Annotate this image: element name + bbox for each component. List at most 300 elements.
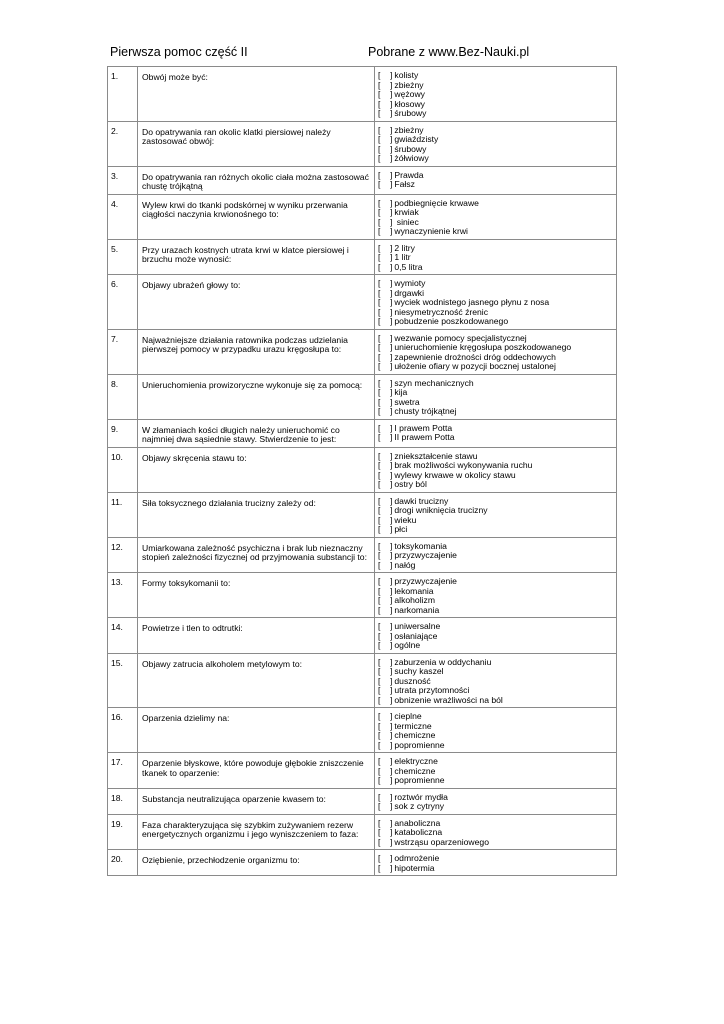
checkbox-open-bracket: [ bbox=[378, 621, 381, 631]
answer-option[interactable] bbox=[378, 244, 614, 254]
checkbox-open-bracket: [ bbox=[378, 134, 381, 144]
question-cell bbox=[138, 419, 375, 447]
checkbox-open-bracket: [ bbox=[378, 540, 381, 551]
checkbox-open-bracket: [ bbox=[378, 836, 381, 847]
checkbox-close-bracket: ] bbox=[390, 514, 393, 525]
question-cell bbox=[138, 708, 375, 753]
answer-option-label: hipotermia bbox=[394, 862, 435, 873]
answer-option[interactable] bbox=[378, 317, 614, 327]
checkbox-close-bracket: ] bbox=[390, 79, 393, 90]
question-row bbox=[108, 753, 617, 789]
answer-option-label: kolisty bbox=[394, 70, 419, 80]
checkbox-close-bracket: ] bbox=[390, 179, 393, 189]
question-number: 8. bbox=[108, 374, 138, 419]
checkbox-open-bracket: [ bbox=[378, 124, 381, 135]
answer-option-label: wezwanie pomocy specjalistycznej bbox=[394, 332, 527, 343]
question-text: Substancja neutralizująca oparzenie kwasem to: bbox=[142, 793, 326, 804]
checkbox-close-bracket: ] bbox=[390, 739, 393, 750]
checkbox-open-bracket: [ bbox=[378, 460, 381, 470]
answer-option[interactable] bbox=[378, 864, 614, 874]
source-label: Pobrane z www.Bez-Nauki.pl bbox=[368, 45, 530, 59]
checkbox-open-bracket: [ bbox=[378, 685, 381, 695]
answer-option-label: przyzwyczajenie bbox=[394, 550, 457, 560]
answer-option-label: suchy kaszel bbox=[394, 666, 444, 676]
checkbox-open-bracket: [ bbox=[378, 524, 381, 534]
checkbox-close-bracket: ] bbox=[390, 801, 393, 811]
checkbox-close-bracket: ] bbox=[390, 630, 393, 641]
checkbox-close-bracket: ] bbox=[390, 540, 393, 551]
question-row bbox=[108, 121, 617, 166]
question-row bbox=[108, 447, 617, 492]
checkbox-open-bracket: [ bbox=[378, 351, 381, 362]
checkbox-close-bracket: ] bbox=[390, 297, 393, 307]
answer-option[interactable] bbox=[378, 696, 614, 706]
checkbox-close-bracket: ] bbox=[390, 287, 393, 298]
answer-option-label: swetra bbox=[394, 396, 420, 407]
answer-option-label: I prawem Potta bbox=[394, 422, 453, 433]
answer-option-label: termiczne bbox=[394, 720, 432, 731]
checkbox-close-bracket: ] bbox=[390, 675, 393, 686]
checkbox-open-bracket: [ bbox=[378, 316, 381, 326]
question-row bbox=[108, 275, 617, 330]
answer-option-label: 1 litr bbox=[394, 252, 411, 262]
answer-option-label: gwiaździsty bbox=[394, 134, 439, 144]
checkbox-close-bracket: ] bbox=[390, 836, 393, 847]
checkbox-open-bracket: [ bbox=[378, 261, 381, 272]
question-row bbox=[108, 850, 617, 876]
checkbox-close-bracket: ] bbox=[390, 604, 393, 615]
question-cell bbox=[138, 67, 375, 122]
answer-option-label: duszność bbox=[394, 675, 431, 686]
options-cell bbox=[375, 194, 617, 239]
checkbox-close-bracket: ] bbox=[390, 351, 393, 362]
question-row bbox=[108, 329, 617, 374]
checkbox-close-bracket: ] bbox=[390, 550, 393, 560]
options-cell bbox=[375, 239, 617, 275]
question-text: Umiarkowana zależność psychiczna i brak lub nieznaczny stopień zależności fizycznej od przyjmowania substancji to: bbox=[142, 542, 367, 562]
question-number: 13. bbox=[108, 573, 138, 618]
checkbox-open-bracket: [ bbox=[378, 197, 381, 208]
checkbox-close-bracket: ] bbox=[390, 169, 393, 180]
question-text: Formy toksykomanii to: bbox=[142, 578, 231, 588]
checkbox-open-bracket: [ bbox=[378, 450, 381, 461]
question-row bbox=[108, 814, 617, 850]
checkbox-open-bracket: [ bbox=[378, 765, 381, 776]
checkbox-close-bracket: ] bbox=[390, 342, 393, 352]
checkbox-open-bracket: [ bbox=[378, 422, 381, 433]
question-cell bbox=[138, 447, 375, 492]
answer-option[interactable] bbox=[378, 838, 614, 848]
checkbox-open-bracket: [ bbox=[378, 495, 381, 506]
question-cell bbox=[138, 850, 375, 876]
checkbox-open-bracket: [ bbox=[378, 730, 381, 740]
question-number: 17. bbox=[108, 753, 138, 789]
checkbox-open-bracket: [ bbox=[378, 342, 381, 352]
answer-option-label: śrubowy bbox=[394, 143, 427, 154]
checkbox-close-bracket: ] bbox=[390, 124, 393, 135]
answer-option-label: ułożenie ofiary w pozycji bocznej ustalonej bbox=[394, 361, 556, 371]
checkbox-open-bracket: [ bbox=[378, 694, 381, 705]
question-text: Do opatrywania ran okolic klatki piersiowej należy zastosować obwój: bbox=[142, 126, 331, 146]
checkbox-open-bracket: [ bbox=[378, 169, 381, 180]
question-text: Siła toksycznego działania trucizny zależy od: bbox=[142, 497, 316, 508]
question-number: 9. bbox=[108, 419, 138, 447]
answer-option-label: unieruchomienie kręgosłupa poszkodowanego bbox=[394, 342, 572, 352]
checkbox-close-bracket: ] bbox=[390, 756, 393, 766]
options-cell bbox=[375, 573, 617, 618]
answer-option[interactable] bbox=[378, 606, 614, 616]
answer-option[interactable] bbox=[378, 741, 614, 751]
checkbox-open-bracket: [ bbox=[378, 576, 381, 586]
checkbox-close-bracket: ] bbox=[390, 791, 393, 802]
question-text: W złamaniach kości długich należy unieruchomić co najmniej dwa sąsiednie stawy. Stwierdzenie to jest: bbox=[142, 424, 340, 444]
options-cell bbox=[375, 121, 617, 166]
answer-option[interactable] bbox=[378, 433, 614, 443]
question-text: Oparzenia dzielimy na: bbox=[142, 713, 230, 723]
checkbox-close-bracket: ] bbox=[390, 316, 393, 326]
question-cell bbox=[138, 814, 375, 850]
checkbox-close-bracket: ] bbox=[390, 242, 393, 253]
options-cell bbox=[375, 67, 617, 122]
checkbox-close-bracket: ] bbox=[390, 216, 393, 227]
answer-option[interactable] bbox=[378, 516, 614, 526]
question-cell bbox=[138, 492, 375, 537]
checkbox-open-bracket: [ bbox=[378, 559, 381, 570]
checkbox-open-bracket: [ bbox=[378, 432, 381, 442]
answer-option-label: drogi wniknięcia trucizny bbox=[394, 505, 488, 515]
checkbox-open-bracket: [ bbox=[378, 89, 381, 99]
checkbox-open-bracket: [ bbox=[378, 817, 381, 828]
answer-option-label: kija bbox=[394, 387, 408, 397]
question-cell bbox=[138, 374, 375, 419]
checkbox-open-bracket: [ bbox=[378, 242, 381, 253]
answer-option[interactable] bbox=[378, 180, 614, 190]
answer-option-label: 0,5 litra bbox=[394, 261, 423, 272]
answer-option-label: obnizenie wrażliwości na ból bbox=[394, 694, 503, 705]
answer-option-label: wstrząsu oparzeniowego bbox=[394, 836, 489, 847]
question-row bbox=[108, 573, 617, 618]
answer-option-label: ostry ból bbox=[394, 479, 427, 489]
question-text: Faza charakteryzująca się szybkim zużywaniem rezerw energetycznych organizmu i jego wyniszczeniem to faza: bbox=[142, 819, 359, 839]
checkbox-open-bracket: [ bbox=[378, 550, 381, 560]
checkbox-close-bracket: ] bbox=[390, 524, 393, 534]
checkbox-open-bracket: [ bbox=[378, 756, 381, 766]
question-cell bbox=[138, 618, 375, 654]
checkbox-open-bracket: [ bbox=[378, 479, 381, 489]
checkbox-close-bracket: ] bbox=[390, 387, 393, 397]
checkbox-close-bracket: ] bbox=[390, 207, 393, 217]
checkbox-close-bracket: ] bbox=[390, 226, 393, 236]
answer-option-label: chusty trójkątnej bbox=[394, 406, 457, 416]
answer-option-label: zniekształcenie stawu bbox=[394, 450, 478, 461]
checkbox-close-bracket: ] bbox=[390, 775, 393, 785]
question-row bbox=[108, 374, 617, 419]
question-cell bbox=[138, 753, 375, 789]
answer-option-label: kataboliczna bbox=[394, 827, 443, 837]
answer-option-label: anaboliczna bbox=[394, 817, 441, 828]
question-row bbox=[108, 166, 617, 194]
question-cell bbox=[138, 573, 375, 618]
question-row bbox=[108, 653, 617, 708]
checkbox-open-bracket: [ bbox=[378, 739, 381, 750]
checkbox-close-bracket: ] bbox=[390, 70, 393, 80]
checkbox-close-bracket: ] bbox=[390, 765, 393, 776]
checkbox-open-bracket: [ bbox=[378, 406, 381, 416]
checkbox-close-bracket: ] bbox=[390, 197, 393, 208]
checkbox-open-bracket: [ bbox=[378, 79, 381, 90]
question-row bbox=[108, 67, 617, 122]
options-cell bbox=[375, 447, 617, 492]
checkbox-open-bracket: [ bbox=[378, 666, 381, 676]
answer-option-label: dawki trucizny bbox=[394, 495, 449, 506]
checkbox-open-bracket: [ bbox=[378, 862, 381, 873]
options-cell bbox=[375, 850, 617, 876]
question-row bbox=[108, 537, 617, 573]
quiz-body bbox=[108, 67, 617, 876]
answer-option-label: 2 litry bbox=[394, 242, 415, 253]
checkbox-close-bracket: ] bbox=[390, 450, 393, 461]
answer-option-label: zbieżny bbox=[394, 79, 424, 90]
answer-option-label: kłosowy bbox=[394, 98, 425, 109]
answer-option[interactable] bbox=[378, 362, 614, 372]
options-cell bbox=[375, 788, 617, 814]
question-number: 4. bbox=[108, 194, 138, 239]
checkbox-close-bracket: ] bbox=[390, 862, 393, 873]
question-text: Najważniejsze działania ratownika podczas udzielania pierwszej pomocy w przypadku urazu kręgosłupa to: bbox=[142, 334, 348, 354]
checkbox-close-bracket: ] bbox=[390, 89, 393, 99]
options-cell bbox=[375, 374, 617, 419]
checkbox-close-bracket: ] bbox=[390, 853, 393, 863]
answer-option-label: roztwór mydła bbox=[394, 791, 448, 802]
document-title: Pierwsza pomoc część II bbox=[110, 45, 248, 59]
answer-option[interactable] bbox=[378, 154, 614, 164]
answer-option-label: zbieżny bbox=[394, 124, 424, 135]
options-cell bbox=[375, 537, 617, 573]
answer-option-label: niesymetryczność źrenic bbox=[394, 306, 488, 317]
checkbox-open-bracket: [ bbox=[378, 711, 381, 721]
answer-option-label: siniec bbox=[394, 216, 419, 227]
question-row bbox=[108, 194, 617, 239]
answer-option-label: zapewnienie drożności dróg oddechowych bbox=[394, 351, 556, 362]
question-cell bbox=[138, 788, 375, 814]
checkbox-close-bracket: ] bbox=[390, 332, 393, 343]
checkbox-close-bracket: ] bbox=[390, 621, 393, 631]
answer-option-label: alkoholizm bbox=[394, 595, 435, 605]
checkbox-open-bracket: [ bbox=[378, 207, 381, 217]
checkbox-close-bracket: ] bbox=[390, 134, 393, 144]
options-cell bbox=[375, 329, 617, 374]
answer-option-label: uniwersalne bbox=[394, 621, 441, 631]
checkbox-close-bracket: ] bbox=[390, 595, 393, 605]
question-row bbox=[108, 708, 617, 753]
answer-option-label: ogólne bbox=[394, 640, 421, 650]
checkbox-close-bracket: ] bbox=[390, 576, 393, 586]
question-row bbox=[108, 239, 617, 275]
checkbox-open-bracket: [ bbox=[378, 278, 381, 288]
answer-option-label: wynaczynienie krwi bbox=[394, 226, 468, 236]
checkbox-close-bracket: ] bbox=[390, 640, 393, 650]
options-cell bbox=[375, 275, 617, 330]
checkbox-open-bracket: [ bbox=[378, 585, 381, 596]
answer-option-label: pobudzenie poszkodowanego bbox=[394, 316, 509, 326]
answer-option[interactable] bbox=[378, 407, 614, 417]
checkbox-open-bracket: [ bbox=[378, 720, 381, 731]
page-header bbox=[110, 45, 630, 65]
question-number: 10. bbox=[108, 447, 138, 492]
checkbox-open-bracket: [ bbox=[378, 827, 381, 837]
answer-option-label: chemiczne bbox=[394, 730, 436, 740]
question-cell bbox=[138, 239, 375, 275]
question-number: 6. bbox=[108, 275, 138, 330]
checkbox-close-bracket: ] bbox=[390, 720, 393, 731]
question-text: Oparzenie błyskowe, które powoduje głębokie zniszczenie tkanek to oparzenie: bbox=[142, 758, 364, 778]
checkbox-close-bracket: ] bbox=[390, 278, 393, 288]
question-text: Objawy zatrucia alkoholem metylowym to: bbox=[142, 658, 302, 669]
answer-option-label: odmrożenie bbox=[394, 853, 440, 863]
options-cell bbox=[375, 653, 617, 708]
question-text: Przy urazach kostnych utrata krwi w klatce piersiowej i brzuchu może wynosić: bbox=[142, 244, 349, 264]
checkbox-close-bracket: ] bbox=[390, 666, 393, 676]
question-row bbox=[108, 788, 617, 814]
question-number: 18. bbox=[108, 788, 138, 814]
options-cell bbox=[375, 166, 617, 194]
question-cell bbox=[138, 166, 375, 194]
answer-option-label: brak możliwości wykonywania ruchu bbox=[394, 460, 533, 470]
checkbox-open-bracket: [ bbox=[378, 791, 381, 802]
checkbox-close-bracket: ] bbox=[390, 406, 393, 416]
options-cell bbox=[375, 814, 617, 850]
checkbox-open-bracket: [ bbox=[378, 287, 381, 298]
answer-option-label: wymioty bbox=[394, 278, 426, 288]
checkbox-open-bracket: [ bbox=[378, 297, 381, 307]
question-row bbox=[108, 492, 617, 537]
checkbox-open-bracket: [ bbox=[378, 108, 381, 118]
checkbox-open-bracket: [ bbox=[378, 505, 381, 515]
checkbox-close-bracket: ] bbox=[390, 694, 393, 705]
answer-option[interactable] bbox=[378, 263, 614, 273]
answer-option-label: wyciek wodnistego jasnego płynu z nosa bbox=[394, 297, 550, 307]
options-cell bbox=[375, 492, 617, 537]
answer-option-label: wylewy krwawe w okolicy stawu bbox=[394, 469, 516, 480]
checkbox-close-bracket: ] bbox=[390, 817, 393, 828]
checkbox-close-bracket: ] bbox=[390, 153, 393, 163]
answer-option[interactable] bbox=[378, 480, 614, 490]
question-number: 15. bbox=[108, 653, 138, 708]
question-cell bbox=[138, 329, 375, 374]
quiz-table bbox=[107, 66, 617, 876]
answer-option-label: narkomania bbox=[394, 604, 440, 615]
checkbox-close-bracket: ] bbox=[390, 460, 393, 470]
question-text: Oziębienie, przechłodzenie organizmu to: bbox=[142, 855, 300, 865]
checkbox-close-bracket: ] bbox=[390, 108, 393, 118]
checkbox-close-bracket: ] bbox=[390, 432, 393, 442]
checkbox-open-bracket: [ bbox=[378, 630, 381, 641]
answer-option-label: lekomania bbox=[394, 585, 434, 596]
question-text: Do opatrywania ran różnych okolic ciała można zastosować chustę trójkątną bbox=[142, 171, 369, 191]
answer-option[interactable] bbox=[378, 802, 614, 812]
question-number: 14. bbox=[108, 618, 138, 654]
checkbox-close-bracket: ] bbox=[390, 361, 393, 371]
checkbox-open-bracket: [ bbox=[378, 216, 381, 227]
answer-option-label: nałóg bbox=[394, 559, 416, 570]
question-cell bbox=[138, 537, 375, 573]
answer-option[interactable] bbox=[378, 379, 614, 389]
checkbox-open-bracket: [ bbox=[378, 853, 381, 863]
checkbox-open-bracket: [ bbox=[378, 801, 381, 811]
answer-option[interactable] bbox=[378, 109, 614, 119]
checkbox-close-bracket: ] bbox=[390, 143, 393, 154]
checkbox-open-bracket: [ bbox=[378, 469, 381, 480]
answer-option-label: toksykomania bbox=[394, 540, 447, 551]
question-number: 2. bbox=[108, 121, 138, 166]
checkbox-open-bracket: [ bbox=[378, 675, 381, 686]
checkbox-close-bracket: ] bbox=[390, 422, 393, 433]
question-number: 12. bbox=[108, 537, 138, 573]
answer-option-label: sok z cytryny bbox=[394, 801, 445, 811]
checkbox-close-bracket: ] bbox=[390, 711, 393, 721]
question-text: Objawy ubrażeń głowy to: bbox=[142, 280, 241, 290]
answer-option[interactable] bbox=[378, 776, 614, 786]
answer-option[interactable] bbox=[378, 525, 614, 535]
answer-option-label: utrata przytomności bbox=[394, 685, 470, 695]
question-cell bbox=[138, 275, 375, 330]
checkbox-open-bracket: [ bbox=[378, 332, 381, 343]
options-cell bbox=[375, 753, 617, 789]
answer-option-label: elektryczne bbox=[394, 756, 438, 766]
checkbox-open-bracket: [ bbox=[378, 775, 381, 785]
question-number: 1. bbox=[108, 67, 138, 122]
answer-option-label: chemiczne bbox=[394, 765, 436, 776]
question-text: Wylew krwi do tkanki podskórnej w wyniku przerwania ciągłości naczynia krwionośnego to: bbox=[142, 199, 348, 219]
question-number: 16. bbox=[108, 708, 138, 753]
answer-option-label: Fałsz bbox=[394, 179, 415, 189]
checkbox-open-bracket: [ bbox=[378, 640, 381, 650]
checkbox-close-bracket: ] bbox=[390, 656, 393, 667]
question-cell bbox=[138, 194, 375, 239]
answer-option-label: przyzwyczajenie bbox=[394, 576, 457, 586]
checkbox-close-bracket: ] bbox=[390, 396, 393, 407]
answer-option-label: drgawki bbox=[394, 287, 425, 298]
answer-option-label: osłaniające bbox=[394, 630, 438, 641]
answer-option-label: krwiak bbox=[394, 207, 419, 217]
answer-option[interactable] bbox=[378, 561, 614, 571]
checkbox-close-bracket: ] bbox=[390, 98, 393, 109]
answer-option-label: zaburzenia w oddychaniu bbox=[394, 656, 492, 667]
answer-option-label: II prawem Potta bbox=[394, 432, 455, 442]
checkbox-close-bracket: ] bbox=[390, 827, 393, 837]
question-row bbox=[108, 618, 617, 654]
question-number: 3. bbox=[108, 166, 138, 194]
answer-option-label: szyn mechanicznych bbox=[394, 377, 474, 388]
answer-option-label: podbiegnięcie krwawe bbox=[394, 197, 479, 208]
checkbox-open-bracket: [ bbox=[378, 514, 381, 525]
checkbox-close-bracket: ] bbox=[390, 495, 393, 506]
checkbox-open-bracket: [ bbox=[378, 70, 381, 80]
checkbox-close-bracket: ] bbox=[390, 261, 393, 272]
checkbox-close-bracket: ] bbox=[390, 377, 393, 388]
checkbox-open-bracket: [ bbox=[378, 656, 381, 667]
question-text: Obwój może być: bbox=[142, 72, 208, 82]
checkbox-open-bracket: [ bbox=[378, 153, 381, 163]
checkbox-close-bracket: ] bbox=[390, 505, 393, 515]
answer-option-label: cieplne bbox=[394, 711, 422, 721]
options-cell bbox=[375, 708, 617, 753]
answer-option[interactable] bbox=[378, 641, 614, 651]
checkbox-close-bracket: ] bbox=[390, 559, 393, 570]
question-cell bbox=[138, 121, 375, 166]
question-number: 5. bbox=[108, 239, 138, 275]
answer-option[interactable] bbox=[378, 227, 614, 237]
